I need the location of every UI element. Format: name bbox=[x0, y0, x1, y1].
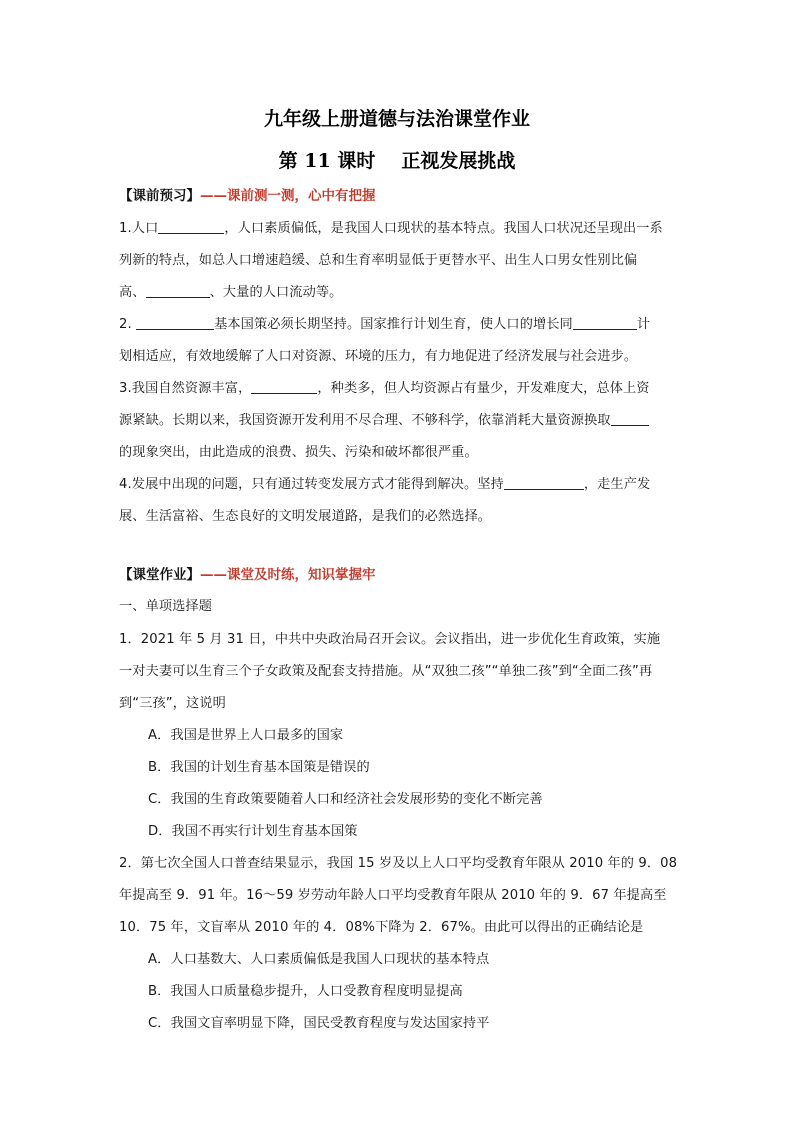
preview-q1-line3: 高、 、大量的人口流动等。 bbox=[119, 285, 343, 300]
preview-q3-line2: 源紧缺。长期以来，我国资源开发利用不尽合理、不够科学，依靠消耗大量资源换取 bbox=[119, 409, 649, 428]
preview-tagline: ——课前测一测，心中有把握 bbox=[200, 188, 376, 204]
preview-q4-line1: 4.发展中出现的问题，只有通过转变发展方式才能得到解决。坚持 ，走生产发 bbox=[119, 477, 651, 492]
q2-stem-line1: 2．第七次全国人口普查结果显示，我国 15 岁及以上人口平均受教育年限从 2010 年的 9．08 bbox=[119, 856, 678, 871]
q2-stem-line2: 年提高至 9．91 年。16～59 岁劳动年龄人口平均受教育年限从 2010 年的 9．67 年提高至 bbox=[119, 888, 667, 903]
q1-option-b[interactable]: B．我国的计划生育基本国策是错误的 bbox=[148, 760, 370, 775]
preview-section-heading bbox=[119, 184, 376, 204]
preview-q4-line2: 展、生活富裕、生态良好的文明发展道路，是我们的必然选择。 bbox=[119, 509, 492, 524]
q2-stem-line3: 10．75 年，文盲率从 2010 年的 4．08%下降为 2．67%。由此可以得出的正确结论是 bbox=[119, 920, 644, 935]
single-choice-label: 一、单项选择题 bbox=[119, 599, 213, 614]
q1-option-c[interactable]: C．我国的生育政策要随着人口和经济社会发展形势的变化不断完善 bbox=[148, 792, 543, 807]
classwork-tagline: ——课堂及时练，知识掌握牢 bbox=[200, 567, 376, 583]
fill-blank[interactable] bbox=[136, 315, 214, 330]
preview-q2-line2: 划相适应，有效地缓解了人口对资源、环境的压力，有力地促进了经济发展与社会进步。 bbox=[119, 349, 638, 364]
q1-stem-line3: 到“三孩”，这说明 bbox=[119, 696, 226, 711]
preview-q2-line1: 2. 基本国策必须长期坚持。国家推行计划生育，使人口的增长同 计 bbox=[119, 317, 651, 332]
fill-blank[interactable] bbox=[611, 411, 649, 426]
q1-stem-line1: 1．2021 年 5 月 31 日，中共中央政治局召开会议。会议指出，进一步优化生育政策，实施 bbox=[119, 632, 661, 647]
lesson-title: 正视发展挑战 bbox=[401, 150, 516, 172]
q2-option-a[interactable]: A．人口基数大、人口素质偏低是我国人口现状的基本特点 bbox=[148, 952, 490, 967]
preview-q3-line1: 3.我国自然资源丰富， ，种类多，但人均资源占有量少，开发难度大，总体上资 bbox=[119, 381, 650, 396]
lesson-number: 第 11 课时 bbox=[278, 150, 376, 172]
preview-q1-line2: 列新的特点，如总人口增速趋缓、总和生育率明显低于更替水平、出生人口男女性别比偏 bbox=[119, 253, 638, 268]
q1-option-d[interactable]: D．我国不再实行计划生育基本国策 bbox=[148, 824, 358, 839]
fill-blank[interactable] bbox=[251, 379, 317, 394]
q1-stem-line2: 一对夫妻可以生育三个子女政策及配套支持措施。从“双独二孩”“单独二孩”到“全面二孩”再 bbox=[119, 664, 653, 679]
preview-q3-line3: 的现象突出，由此造成的浪费、损失、污染和破坏都很严重。 bbox=[119, 445, 478, 460]
fill-blank[interactable] bbox=[158, 219, 224, 234]
preview-heading-label: 【课前预习】 bbox=[119, 188, 200, 204]
preview-q1-line1: 1.人口 ，人口素质偏低，是我国人口现状的基本特点。我国人口状况还呈现出一系 bbox=[119, 221, 663, 236]
lesson-heading bbox=[0, 146, 794, 173]
document-title: 九年级上册道德与法治课堂作业 bbox=[263, 108, 530, 130]
classwork-heading-label: 【课堂作业】 bbox=[119, 567, 200, 583]
fill-blank[interactable] bbox=[146, 283, 210, 298]
q1-option-a[interactable]: A．我国是世界上人口最多的国家 bbox=[148, 728, 344, 743]
fill-blank[interactable] bbox=[573, 315, 637, 330]
q2-option-b[interactable]: B．我国人口质量稳步提升，人口受教育程度明显提高 bbox=[148, 984, 463, 999]
classwork-section-heading bbox=[119, 563, 376, 583]
q2-option-c[interactable]: C．我国文盲率明显下降，国民受教育程度与发达国家持平 bbox=[148, 1016, 490, 1031]
fill-blank[interactable] bbox=[504, 475, 584, 490]
